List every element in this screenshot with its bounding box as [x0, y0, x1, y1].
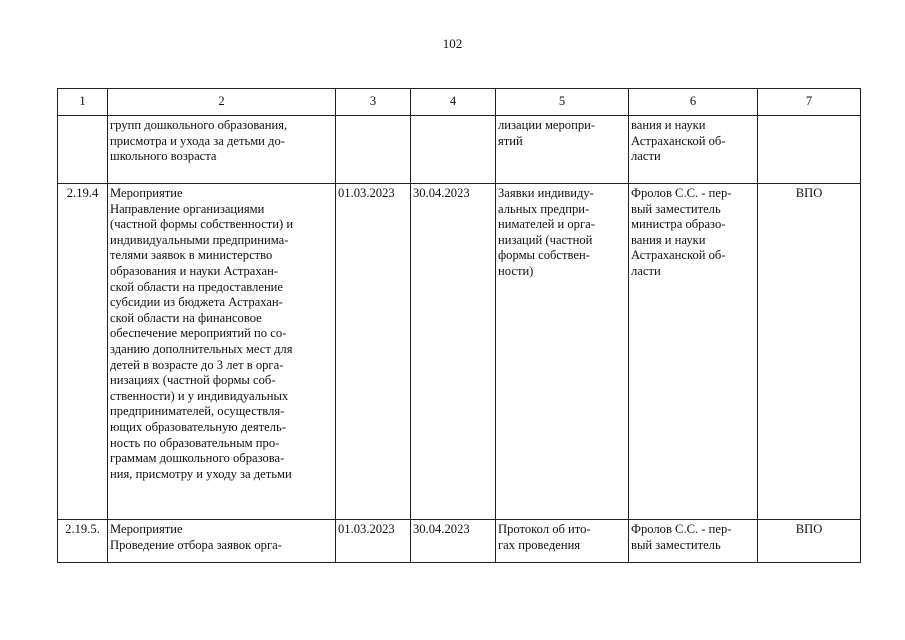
row-number-cell: 2.19.4 [58, 184, 108, 520]
start-date-cell: 01.03.2023 [336, 184, 411, 520]
header-cell: 6 [629, 89, 758, 116]
start-date-cell: 01.03.2023 [336, 520, 411, 563]
end-date-cell: 30.04.2023 [411, 520, 496, 563]
header-cell: 1 [58, 89, 108, 116]
end-date-cell [411, 116, 496, 184]
result-cell: Протокол об ито- гах проведения [496, 520, 629, 563]
responsible-cell: вания и науки Астраханской об- ласти [629, 116, 758, 184]
header-cell: 3 [336, 89, 411, 116]
code-cell: ВПО [758, 520, 861, 563]
page-number: 102 [442, 36, 463, 51]
start-date-cell [336, 116, 411, 184]
description-cell: Мероприятие Направление организациями (частной формы собственности) и индивидуальными предпринима- телями заявок в министерство образования и науки Астрахан- ской области на предоставление субсидии из бюджета Астрахан- ской области на финансовое обеспечение мероприятий по со- зданию дополнительных мест для детей в возрасте до 3 лет в орга- низациях (частной формы соб- ственности) и у индивидуальных предпринимателей, осуществля- ющих образовательную деятель- ность по образовательным про- граммам дошкольного образова- ния, присмотру и уходу за детьми [108, 184, 336, 520]
row-number-cell: 2.19.5. [58, 520, 108, 563]
end-date-cell: 30.04.2023 [411, 184, 496, 520]
responsible-cell: Фролов С.С. - пер- вый заместитель [629, 520, 758, 563]
header-cell: 5 [496, 89, 629, 116]
responsible-cell: Фролов С.С. - пер- вый заместитель министра образо- вания и науки Астраханской об- ласти [629, 184, 758, 520]
table-row [58, 184, 861, 520]
header-cell: 2 [108, 89, 336, 116]
result-cell: лизации меропри- ятий [496, 116, 629, 184]
code-cell [758, 116, 861, 184]
table-row [58, 520, 861, 563]
code-cell: ВПО [758, 184, 861, 520]
table-row [58, 116, 861, 184]
row-number-cell [58, 116, 108, 184]
result-cell: Заявки индивиду- альных предпри- нимателей и орга- низаций (частной формы собствен- ности) [496, 184, 629, 520]
header-cell: 4 [411, 89, 496, 116]
description-cell: Мероприятие Проведение отбора заявок орга- [108, 520, 336, 563]
header-cell: 7 [758, 89, 861, 116]
measures-table [57, 88, 861, 563]
description-cell: групп дошкольного образования, присмотра и ухода за детьми до- школьного возраста [108, 116, 336, 184]
table-header-row [58, 89, 861, 116]
